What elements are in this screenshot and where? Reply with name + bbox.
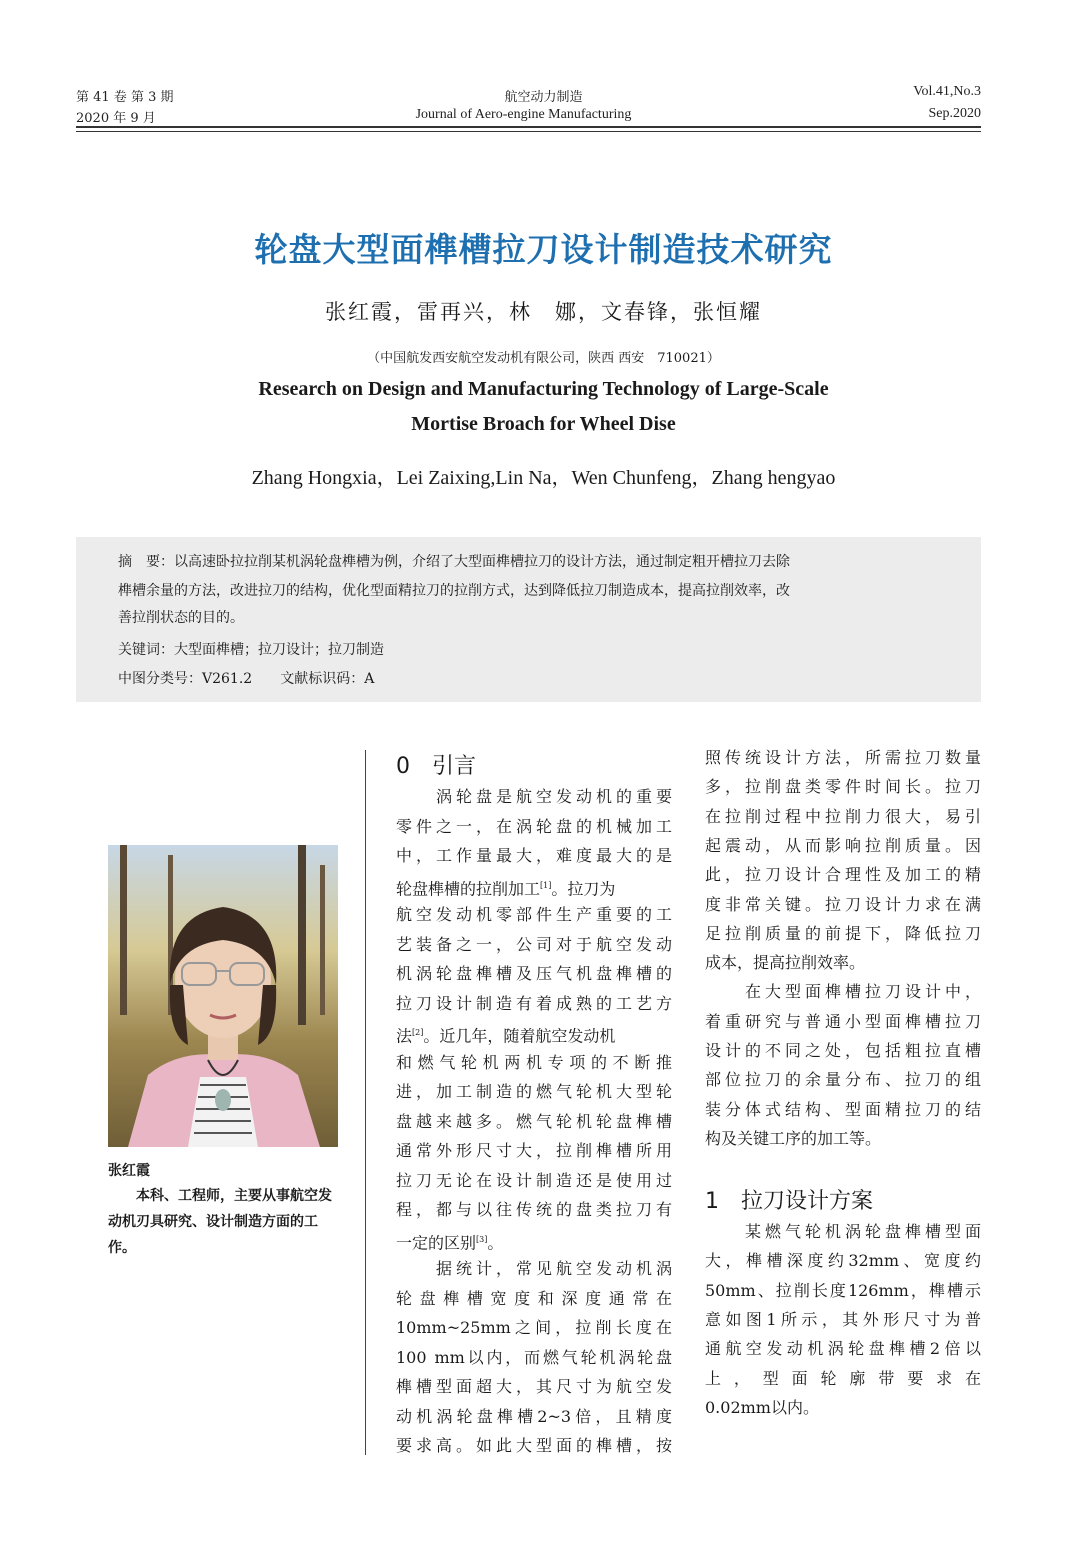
body-line: [396, 1165, 672, 1196]
keywords: 关键词：大型面榫槽；拉刀设计；拉刀制造: [118, 642, 384, 658]
body-line: [396, 1342, 672, 1373]
journal-date-en: Sep.2020: [928, 106, 981, 121]
body-line: [705, 801, 981, 832]
journal-volume-issue: 第 41 卷 第 3 期: [76, 90, 174, 105]
body-text: 此，拉刀设计合理性及加工的精: [705, 865, 981, 885]
journal-volume-en: Vol.41,No.3: [913, 84, 981, 99]
body-text: 上，型面轮廓带要求在: [705, 1368, 981, 1388]
body-text: 一定的区别: [396, 1232, 477, 1252]
body-text: 。: [487, 1232, 504, 1252]
body-line: [396, 1135, 672, 1166]
body-line: [396, 1224, 672, 1255]
body-line: [396, 988, 672, 1019]
body-text: 构及关键工序的加工等。: [705, 1128, 882, 1148]
column-divider: [365, 750, 366, 1455]
body-line: [396, 1194, 672, 1225]
body-text: 着重研究与普通小型面榫槽拉刀: [705, 1011, 981, 1031]
body-line: [705, 889, 981, 920]
bio-name: 张红霞: [108, 1163, 150, 1179]
body-line: [396, 1106, 672, 1137]
body-line: [396, 1076, 672, 1107]
body-line: [705, 947, 981, 978]
body-line: [705, 1094, 981, 1125]
abstract-line-3: 善拉削状态的目的。: [118, 610, 244, 626]
citation-ref: [2]: [412, 1028, 424, 1037]
body-text: 中，工作量最大，难度最大的是: [396, 846, 672, 865]
affiliation-cn: （中国航发西安航空发动机有限公司，陕西 西安 710021）: [367, 351, 720, 366]
body-text: 要求高。如此大型面的榫槽，按: [396, 1436, 672, 1455]
body-text: 通航空发动机涡轮盘榫槽2倍以: [705, 1339, 981, 1359]
body-line: [705, 1333, 981, 1364]
body-line: [396, 811, 672, 842]
body-text: 通常外形尺寸大，拉削榫槽所用: [396, 1141, 672, 1160]
body-text: 程，都与以往传统的盘类拉刀有: [396, 1200, 672, 1219]
body-line: [705, 1304, 981, 1335]
body-line: [705, 859, 981, 890]
body-text: 动机涡轮盘榫槽2~3倍，且精度: [396, 1406, 672, 1426]
abstract-line-1: 摘 要：以高速卧拉拉削某机涡轮盘榫槽为例，介绍了大型面榫槽拉刀的设计方法，通过制定粗开槽拉刀去除: [118, 554, 790, 570]
abstract-line-2: 榫槽余量的方法，改进拉刀的结构，优化型面精拉刀的拉削方式，达到降低拉刀制造成本，提高拉削效率，改: [118, 583, 790, 599]
body-text: 起震动，从而影响拉削质量。因: [705, 835, 981, 855]
body-text: 轮盘榫槽宽度和深度通常在: [396, 1288, 672, 1308]
body-text: 据统计，常见航空发动机涡: [396, 1259, 672, 1278]
body-line: [396, 1283, 672, 1314]
body-text: 机涡轮盘榫槽及压气机盘榫槽的: [396, 964, 672, 983]
body-text: 零件之一，在涡轮盘的机械加工: [396, 816, 672, 836]
body-text: 成本，提高拉削效率。: [705, 953, 866, 973]
body-text: 艺装备之一，公司对于航空发动: [396, 934, 672, 954]
classification: 中图分类号：V261.2 文献标识码：A: [118, 671, 375, 687]
body-line: [705, 1216, 981, 1247]
body-line: [705, 1275, 981, 1306]
body-line: [705, 1392, 981, 1423]
journal-name-cn: 航空动力制造: [504, 90, 583, 105]
body-text: 拉刀无论在设计制造还是使用过: [396, 1170, 672, 1190]
citation-ref: [3]: [476, 1234, 488, 1244]
body-text: 0.02mm以内。: [705, 1397, 819, 1417]
body-text: 装分体式结构、型面精拉刀的结: [705, 1099, 981, 1119]
body-text: 在拉削过程中拉削力很大，易引: [705, 806, 981, 826]
body-text: 。拉刀为: [551, 878, 616, 898]
body-line: [396, 781, 672, 812]
body-line: [396, 870, 672, 901]
body-line: [705, 1006, 981, 1037]
body-text: 在大型面榫槽拉刀设计中，: [705, 982, 981, 1002]
bio-text: 本科、工程师，主要从事航空发动机刃具研究、设计制造方面的工作。: [108, 1188, 332, 1256]
body-text: 和燃气轮机两机专项的不断推: [396, 1052, 672, 1072]
body-text: 足拉削质量的前提下，降低拉刀: [705, 923, 981, 943]
body-text: 照传统设计方法，所需拉刀数量: [705, 748, 981, 767]
body-line: [705, 1035, 981, 1066]
journal-name-en: Journal of Aero-engine Manufacturing: [415, 107, 632, 122]
body-text: 。近几年，随着航空发动机: [423, 1026, 616, 1046]
body-text: 大，榫槽深度约32mm、宽度约: [705, 1251, 981, 1271]
body-line: [396, 1017, 672, 1048]
body-text: 轮盘榫槽的拉削加工: [396, 878, 541, 898]
body-line: [396, 1312, 672, 1343]
body-text: 航空发动机零部件生产重要的工: [396, 905, 672, 924]
body-text: 进，加工制造的燃气轮机大型轮: [396, 1082, 672, 1101]
body-text: 拉刀设计制造有着成熟的工艺方: [396, 993, 672, 1013]
body-text: 盘越来越多。燃气轮机轮盘榫槽: [396, 1111, 672, 1131]
body-text: 度非常关键。拉刀设计力求在满: [705, 894, 981, 914]
body-line: [396, 958, 672, 989]
body-line: [396, 1253, 672, 1284]
body-line: [705, 771, 981, 802]
body-line: [396, 929, 672, 960]
body-line: [396, 1371, 672, 1402]
body-text: 设计的不同之处，包括粗拉直槽: [705, 1041, 981, 1060]
body-line: [396, 840, 672, 871]
paper-title-en-line2: Mortise Broach for Wheel Dise: [411, 413, 676, 435]
body-text: 某燃气轮机涡轮盘榫槽型面: [705, 1222, 981, 1241]
body-line: [705, 830, 981, 861]
body-line: [705, 1245, 981, 1276]
body-line: [705, 742, 981, 773]
paper-title-cn: 轮盘大型面榫槽拉刀设计制造技术研究: [254, 230, 833, 269]
paper-title-en-line1: Research on Design and Manufacturing Technology of Large-Scale: [258, 378, 829, 400]
body-text: 100 mm以内，而燃气轮机涡轮盘: [396, 1347, 672, 1367]
body-line: [705, 918, 981, 949]
authors-en: Zhang Hongxia，Lei Zaixing,Lin Na，Wen Chunfeng，Zhang hengyao: [251, 467, 836, 489]
citation-ref: [1]: [540, 880, 552, 890]
body-line: [396, 1047, 672, 1078]
body-line: [705, 976, 981, 1007]
header-rule-thick: [76, 126, 981, 128]
body-text: 涡轮盘是航空发动机的重要: [396, 787, 672, 806]
body-line: [396, 1401, 672, 1432]
author-photo: [108, 845, 338, 1147]
journal-date-cn: 2020 年 9 月: [76, 111, 156, 126]
body-line: [396, 899, 672, 930]
body-text: 50mm、拉削长度126mm，榫槽示: [705, 1280, 981, 1300]
body-text: 10mm~25mm之间，拉削长度在: [396, 1318, 672, 1337]
body-text: 多，拉削盘类零件时间长。拉刀: [705, 777, 981, 797]
body-line: [705, 1064, 981, 1095]
body-line: [705, 1123, 981, 1154]
body-text: 意如图1所示，其外形尺寸为普: [705, 1309, 981, 1329]
body-text: 法: [396, 1026, 413, 1046]
body-text: 部位拉刀的余量分布、拉刀的组: [705, 1070, 981, 1090]
header-rule-thin: [76, 131, 981, 132]
body-text: 榫槽型面超大，其尺寸为航空发: [396, 1377, 672, 1396]
body-line: [396, 1430, 672, 1461]
section-heading-1: 1 拉刀设计方案: [705, 1189, 873, 1214]
authors-cn: 张红霞，雷再兴，林 娜，文春锋，张恒耀: [325, 300, 762, 324]
section-heading-0: 0 引言: [396, 754, 476, 779]
body-line: [705, 1363, 981, 1394]
